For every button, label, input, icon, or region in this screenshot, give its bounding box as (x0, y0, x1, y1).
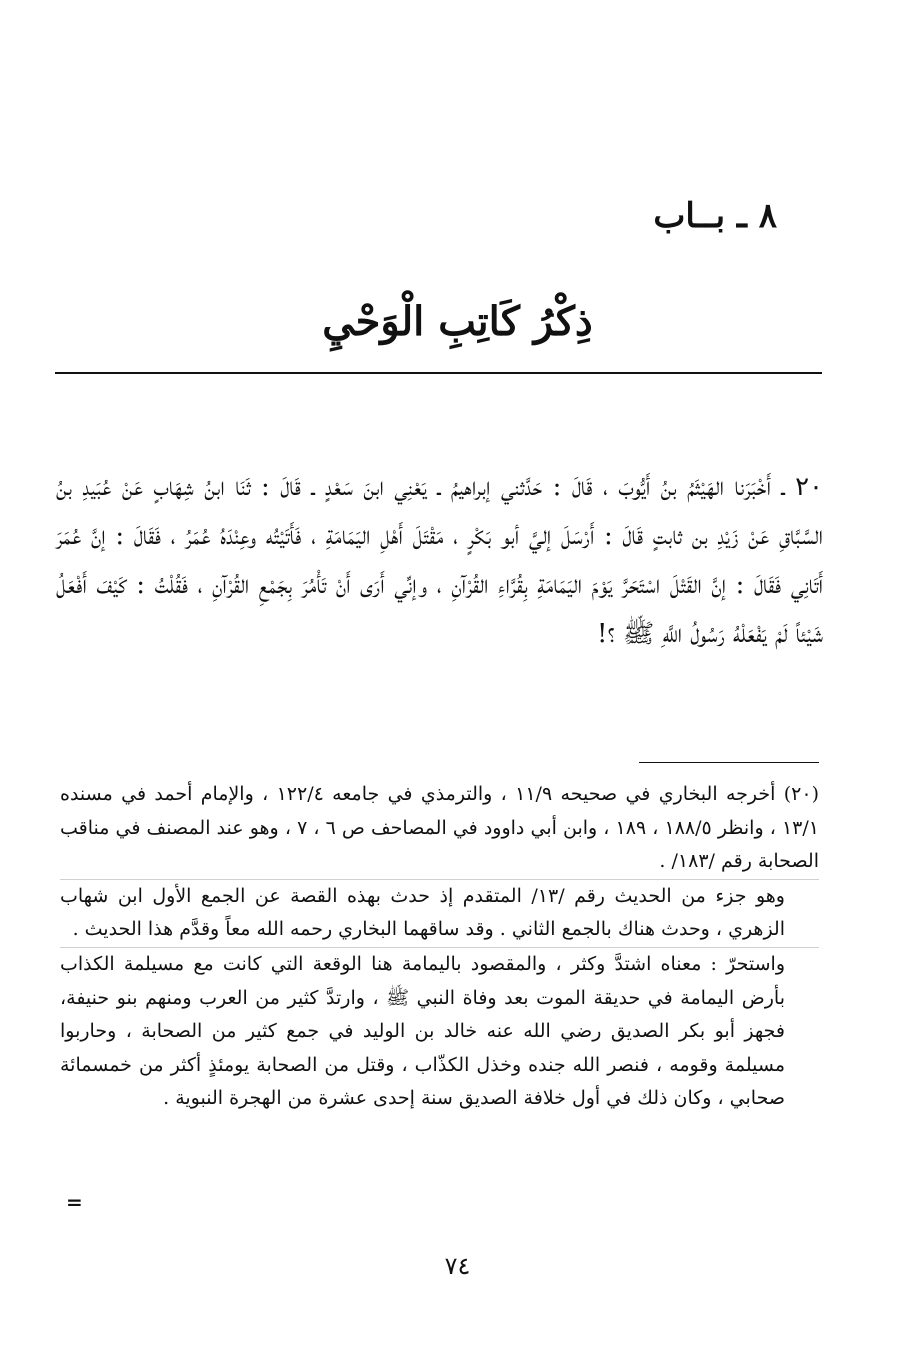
continuation-mark: = (66, 1190, 83, 1214)
footnote-context: وهو جزء من الحديث رقم /١٣/ المتقدم إذ حدث بهذه القصة عن الجمع الأول ابن شهاب الزهري ، وحدث هناك بالجمع الثاني . وقد ساقهما البخاري رحمه الله معاً وقدَّم هذا الحديث . (60, 879, 819, 947)
page-number: ٧٤ (444, 1252, 471, 1280)
footnote-explanation: واستحرّ : معناه اشتدَّ وكثر ، والمقصود باليمامة هنا الوقعة التي كانت مع مسيلمة الكذاب بأرض اليمامة في حديقة الموت بعد وفاة النبي ﷺ ، وارتدَّ كثير من العرب ومنهم بنو حنيفة، فجهز أبو بكر الصديق رضي الله عنه خالد بن الوليد في جمع كثير من الصحابة ، وحاربوا مسيلمة وقومه ، فنصر الله جنده وخذل الكذّاب ، وقتل من الصحابة يومئذٍ أكثر من خمسمائة صحابي ، وكان ذلك في أول خلافة الصديق سنة إحدى عشرة من الهجرة النبوية . (60, 947, 819, 1116)
hadith-paragraph: ٢٠ ـ أَخْبَرَنا الهَيْثَمُ بنُ أَيُّوبَ ، قَالَ : حَدَّثني إبراهيمُ ـ يَعْنِي ابنَ سَعْدٍ ـ قَالَ : ثَنَا ابنُ شِهَابٍ عَنْ عُبَيدِ بنُ السَّبَّاقِ عَنْ زَيْدِ بن ثابتٍ قَالَ : أَرْسَلَ إليَّ أبو بَكْرٍ ، مَقْتَلَ أَهْلِ اليَمَامَةِ ، فَأَتَيْتُه وعِنْدَهُ عُمَرُ ، فَقَالَ : إنَّ عُمَرَ أَتَانِي فَقَالَ : إنَّ القَتْلَ اسْتَحَرَّ يَوْمَ اليَمَامَةِ بِقُرَّاءِ القُرْآنِ ، وإنِّي أَرَى أَنْ تَأْمُرَ بِجَمْعِ القُرْآنِ ، فَقُلْتُ : كَيْفَ أَفْعَلُ شَيْئاً لَمْ يَفْعَلْهُ رَسُولُ اللَّهِ ﷺ ؟! (56, 472, 823, 649)
hadith-text-block (56, 463, 823, 659)
chapter-number: ٨ ـ بــاب (653, 196, 777, 236)
chapter-title: ذِكْرُ كَاتِبِ الْوَحْيِ (322, 298, 593, 345)
footnote-source: (٢٠) أخرجه البخاري في صحيحه ١١/٩ ، والترمذي في جامعه ١٢٢/٤ ، والإمام أحمد في مسنده ١٣/١ ، وانظر ١٨٨/٥ ، ١٨٩ ، وابن أبي داوود في المصاحف ص ٦ ، ٧ ، وهو عند المصنف في مناقب الصحابة رقم /١٨٣/ . (60, 783, 819, 873)
footnote-divider (639, 762, 819, 763)
footnotes-block (60, 778, 819, 1116)
title-divider (55, 372, 822, 374)
